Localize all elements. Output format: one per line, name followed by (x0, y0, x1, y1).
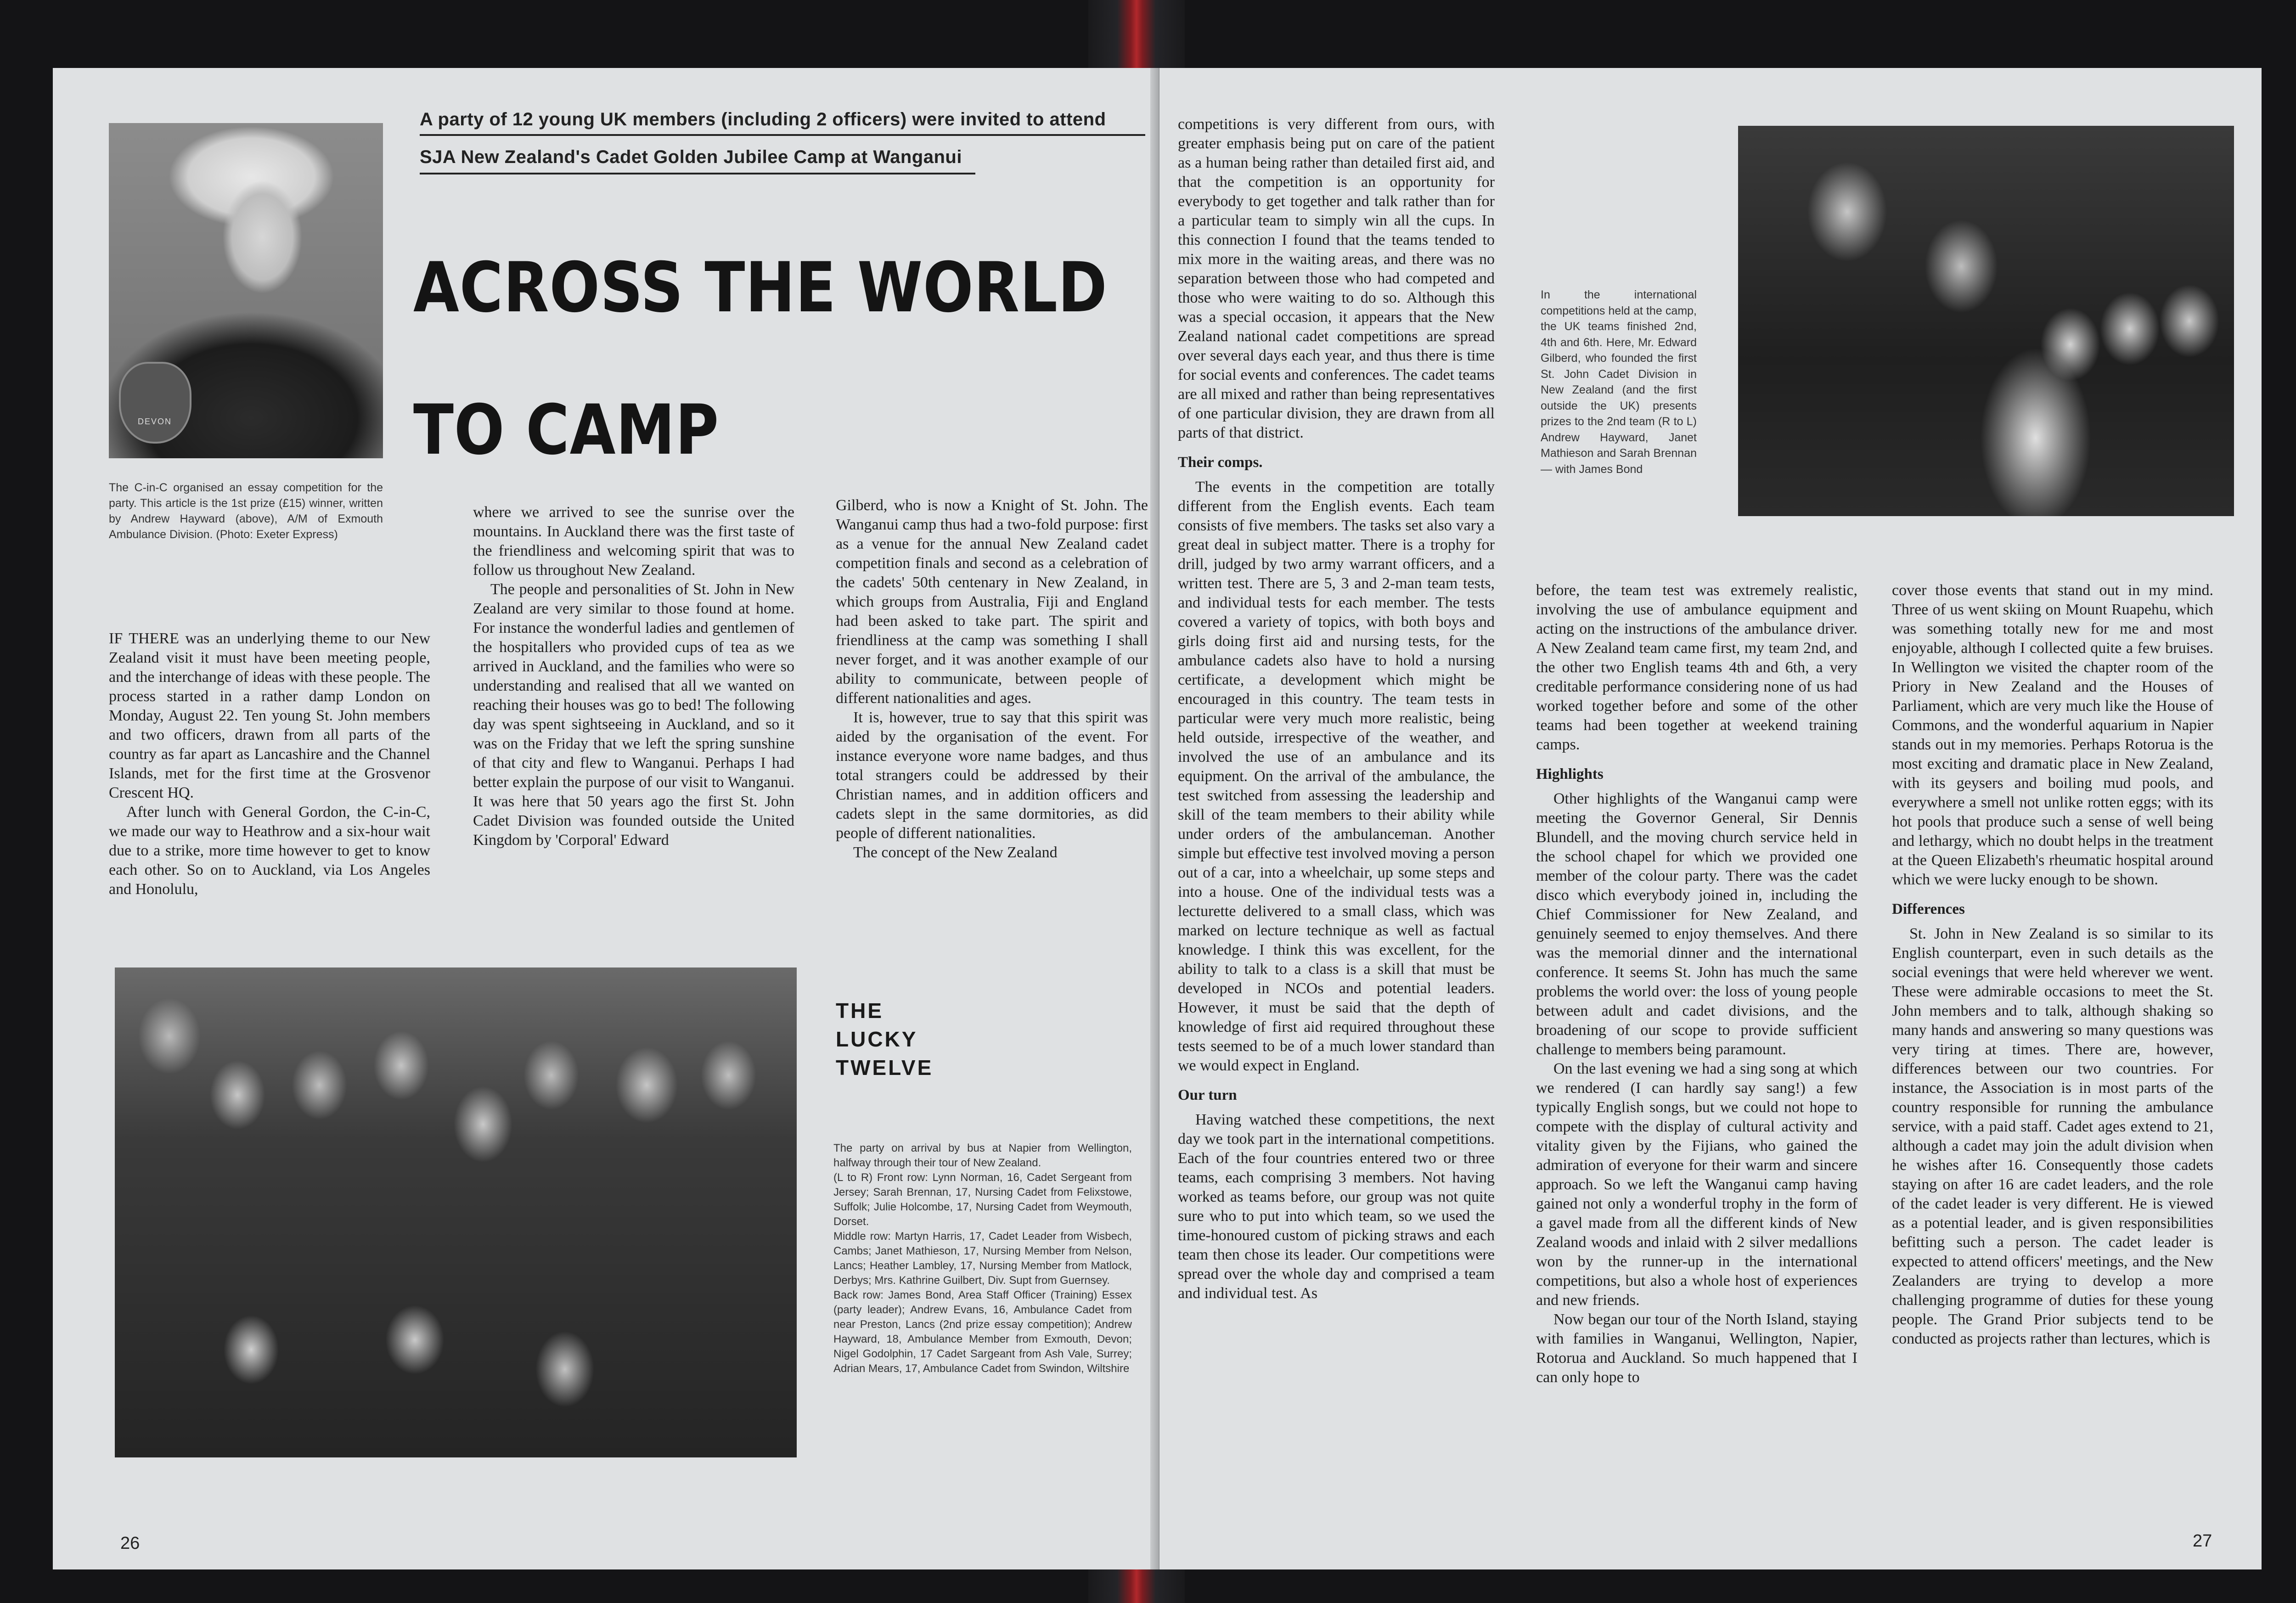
paragraph: competitions is very different from ours, with greater emphasis being put on care of the patient as a human being rather than detailed first aid, and that the competition is an opportunity for everybody to get together and talk rather than for a particular team to simply win all the cups. In this connection I found that the teams tended to mix more in the waiting areas, and there was no separation between those who had competed and those who were waiting to do so. Although this was a special occasion, it appears that the New Zealand national cadet competitions are spread over several days each year, and thus there is time for social events and conferences. The cadet teams are all mixed and rather than being representatives of one particular division, they are drawn from all parts of that district. (1178, 116, 1495, 441)
page-number-left: 26 (120, 1534, 140, 1553)
subheading-differences: Differences (1892, 901, 1965, 917)
caption-paragraph: Middle row: Martyn Harris, 17, Cadet Leader from Wisbech, Cambs; Janet Mathieson, 17, Nursing Member from Nelson, Lancs; Heather Lambley, 17, Nursing Member from Matlock, Derbys; Mrs. Kathrine Guilbert, Div. Supt from Guernsey. (833, 1230, 1132, 1287)
subheading-highlights: Highlights (1536, 766, 1604, 782)
paragraph: cover those events that stand out in my mind. Three of us went skiing on Mount Ruapehu, which was something totally new for me and most enjoyable, although I collected quite a few bruises. In Wellington we visited the chapter room of the Priory in New Zealand and the Houses of Parliament, which are very much like the House of Commons, and the wonderful aquarium in Napier stands out in my memories. Perhaps Rotorua is the most exciting and dramatic place in New Zealand, with its geysers and boiling mud pools, and everywhere a smell not unlike rotten eggs; with its hot pools that produce such a sense of well being and lethargy, which no doubt helps in the treatment at the Queen Elizabeth's rheumatic hospital around which we were lucky enough to be shown. (1892, 582, 2213, 888)
caption-paragraph: The party on arrival by bus at Napier from Wellington, halfway through their tour of New Zealand. (833, 1142, 1132, 1169)
paragraph: After lunch with General Gordon, the C-in-C, we made our way to Heathrow and a six-hour wait due to a strike, more time however to get to know each other. So on to Auckland, via Los Angeles and Honolulu, (109, 804, 430, 898)
headline-line-2: TO CAMP (413, 390, 720, 470)
article-column-6 (1892, 581, 2213, 1349)
paragraph: On the last evening we had a sing song at which we rendered (I can hardly say sang!) a few typically English songs, but we could not hope to compete with the display of cultural activity and vitality given by the Fijians, who gained the admiration of everyone for their warm and sincere approach. So we left the Wanganui camp having gained not only a wonderful trophy in the form of a gavel made from all the different kinds of New Zealand woods and inlaid with 2 silver medallions won by the runner-up in the international competitions, but also a whole host of experiences and new friends. (1536, 1060, 1857, 1309)
kicker-line-1: A party of 12 young UK members (including 2 officers) were invited to attend (420, 109, 1106, 129)
article-column-5 (1536, 581, 1857, 1387)
subheading-their-comps: Their comps. (1178, 454, 1263, 471)
article-column-1 (109, 629, 430, 899)
paragraph: IF THERE was an underlying theme to our New Zealand visit it must have been meeting people, and the interchange of ideas with these people. The process started in a rather damp London on Monday, August 22. Ten young St. John members and two officers, drawn from all parts of the country as far apart as Lancashire and the Channel Islands, met for the first time at the Grosvenor Crescent HQ. (109, 630, 430, 801)
caption-paragraph: (L to R) Front row: Lynn Norman, 16, Cadet Sergeant from Jersey; Sarah Brennan, 17, Nursing Cadet from Felixstowe, Suffolk; Julie Holcombe, 17, Nursing Cadet from Weymouth, Dorset. (833, 1171, 1132, 1228)
kicker-rule-1 (420, 134, 1145, 136)
caption-paragraph: Back row: James Bond, Area Staff Officer (Training) Essex (party leader); Andrew Evans, 16, Ambulance Cadet from near Preston, Lancs (2nd prize essay competition); Andrew Hayward, 18, Ambulance Member from Exmouth, Devon; Nigel Godolphin, 17 Cadet Sargeant from Ash Vale, Surrey; Adrian Mears, 17, Ambulance Cadet from Swindon, Wiltshire (833, 1289, 1132, 1375)
portrait-photo (109, 123, 383, 458)
paragraph: Now began our tour of the North Island, staying with families in Wanganui, Wellington, Napier, Rotorua and Auckland. So much happened that I can only hope to (1536, 1311, 1857, 1386)
article-column-3 (836, 496, 1148, 862)
paragraph: The events in the competition are totally different from the English events. Each team consists of five members. The tasks set also vary a great deal in subject matter. There is a trophy for drill, judged by two army warrant officers, and a written test. There are 5, 3 and 2-man team tests, and individual tests for each member. The tests covered a variety of topics, with both boys and girls doing first aid and nursing tests, for the ambulance cadets also have to hold a nursing certificate, a development which might be encouraged in this country. The team tests in particular were very much more realistic, being held outside, irrespective of the weather, and involved the use of an ambulance and its equipment. On the arrival of the ambulance, the test switched from assessing the leadership and skill of the team members to their ability while under orders of the ambulanceman. Another simple but effective test involved moving a person out of a car, into a wheelchair, up some steps and into a house. One of the individual tests was a lecturette delivered to a small class, which was marked on lecture technique as well as factual knowledge. I think this was excellent, for the ability to talk to a class is a skill that must be developed in NCOs and potential leaders. However, it must be said that the depth of knowledge of first aid required throughout these tests seemed to be of a much lower standard than we would expect in England. (1178, 478, 1495, 1074)
paragraph: before, the team test was extremely realistic, involving the use of ambulance equipment and acting on the instructions of the ambulance driver. A New Zealand team came first, my team 2nd, and the other two English teams 4th and 6th, a very creditable performance considering none of us had worked together before and some of the other teams had been together at weekend training camps. (1536, 582, 1857, 753)
page-number-right: 27 (2193, 1531, 2212, 1551)
prize-giving-photo (1738, 126, 2234, 516)
paragraph: St. John in New Zealand is so similar to its English counterpart, even in such details as the social evenings that were held wherever we went. These were admirable occasions to meet the St. John members and to talk, although shaking so many hands and answering so many questions was very tiring at times. There are, however, differences between our two countries. For instance, the Association is in most parts of the country responsible for running the ambulance service, with a paid staff. Cadet ages extend to 21, although a cadet may join the adult division when he wishes after 16. Consequently those cadets staying on after 16 are cadet leaders, and the role of the cadet leader is very different. He is viewed as a potential leader, and is given responsibilities befitting such a person. The cadet leader is expected to attend officers' meetings, and the New Zealanders are trying to develop a more challenging programme of duties for these young people. The Grand Prior subjects tend to be conducted as projects rather than lectures, which is (1892, 925, 2213, 1347)
paragraph: The people and personalities of St. John in New Zealand are very similar to those found at home. For instance the wonderful ladies and gentlemen of the hospitallers who provided cups of tea as we arrived in Auckland, and the families who were so understanding and realised that all we wanted on reaching their houses was go to bed! The following day was spent sightseeing in Auckland, and so it was on the Friday that we left the spring sunshine of that city and flew to Wanganui. Perhaps I had better explain the purpose of our visit to Wanganui. It was here that 50 years ago the first St. John Cadet Division was founded outside the United Kingdom by 'Corporal' Edward (473, 581, 794, 849)
article-column-2 (473, 503, 794, 850)
paragraph: Having watched these competitions, the next day we took part in the international competitions. Each of the four countries entered two or three teams, each comprising 3 members. Not having worked as teams before, our group was not quite sure who to put into which team, so we used the time-honoured custom of picking straws and each team then chose its leader. Our competitions were spread over the whole day and comprised a team and individual test. As (1178, 1111, 1495, 1302)
group-photo (115, 967, 797, 1457)
group-photo-caption (833, 1141, 1132, 1376)
badge-text: DEVON (137, 417, 172, 426)
paragraph: where we arrived to see the sunrise over the mountains. In Auckland there was the first taste of the friendliness and welcoming spirit that was to follow us throughout New Zealand. (473, 504, 794, 579)
paragraph: The concept of the New Zealand (853, 844, 1058, 861)
subheading-our-turn: Our turn (1178, 1087, 1237, 1103)
lucky-twelve-heading (836, 996, 933, 1082)
headline-line-1: ACROSS THE WORLD (413, 248, 1108, 328)
portrait-caption: The C-in-C organised an essay competition for the party. This article is the 1st prize (£15) winner, written by Andrew Hayward (above), A/M of Exmouth Ambulance Division. (Photo: Exeter Express) (109, 481, 383, 541)
paragraph: It is, however, true to say that this spirit was aided by the organisation of the event. For instance everyone wore name badges, and thus total strangers could be addressed by their Christian names, and in addition officers and cadets slept in the same dormitories, as did people of different nationalities. (836, 709, 1148, 842)
kicker-line-2: SJA New Zealand's Cadet Golden Jubilee Camp at Wanganui (420, 147, 962, 167)
lucky-line-1: THE (836, 999, 884, 1023)
kicker-rule-2 (420, 173, 975, 174)
lucky-line-3: TWELVE (836, 1056, 934, 1080)
article-column-4 (1178, 115, 1495, 1303)
paragraph: Other highlights of the Wanganui camp were meeting the Governor General, Sir Dennis Blundell, and the moving church service held in the school chapel for which we provided one member of the colour party. There was the cadet disco which everybody joined in, including the Chief Commissioner for New Zealand, and genuinely seemed to enjoy themselves. And there was the memorial dinner and the international conference. It seems St. John has much the same problems the world over: the loss of young people between adult and cadet divisions, and the broadening of our scope to provide sufficient challenge to members being paramount. (1536, 790, 1857, 1058)
lucky-line-2: LUCKY (836, 1027, 918, 1051)
prize-photo-caption: In the international competitions held at the camp, the UK teams finished 2nd, 4th and 6th. Here, Mr. Edward Gilberd, who founded the first St. John Cadet Division in New Zealand (and the first outside the UK) presents prizes to the 2nd team (R to L) Andrew Hayward, Janet Mathieson and Sarah Brennan — with James Bond (1541, 288, 1697, 476)
paragraph: Gilberd, who is now a Knight of St. John. The Wanganui camp thus had a two-fold purpose: first as a venue for the annual New Zealand cadet competition finals and second as a celebration of the cadets' 50th centenary in New Zealand, in which groups from Australia, Fiji and England had been asked to take part. The spirit and friendliness at the camp was something I shall never forget, and it was another example of our ability to communicate, between people of different nationalities and ages. (836, 497, 1148, 707)
st-john-badge-icon (119, 362, 191, 444)
